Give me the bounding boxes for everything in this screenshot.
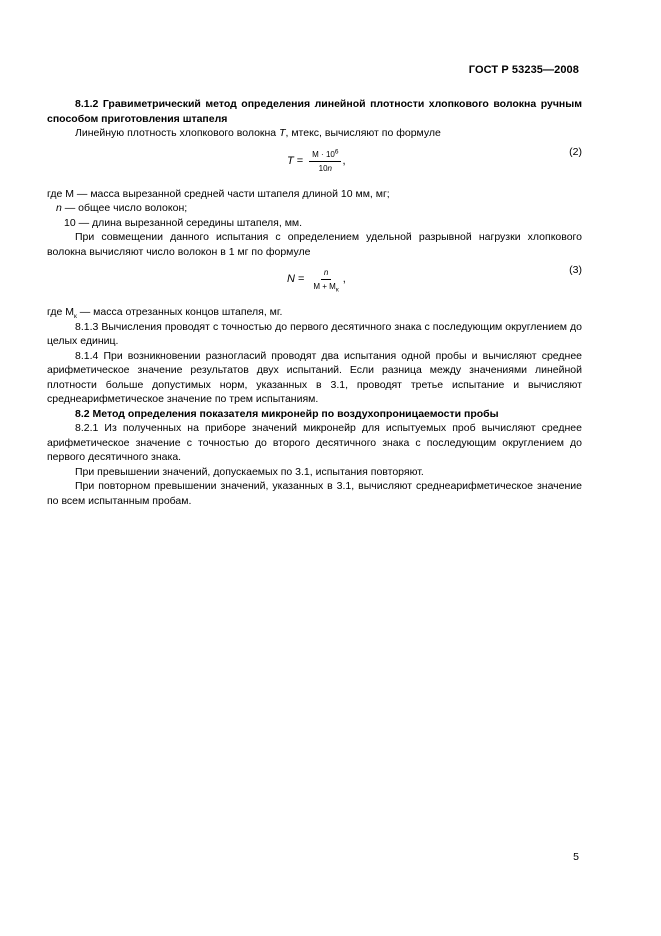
formula-2-body (287, 149, 346, 174)
document-body (47, 97, 582, 508)
legend-mk-prefix: где М (47, 306, 74, 318)
para-8-2-1: 8.2.1 Из полученных на приборе значений микронейр для испытуемых проб вычисляют среднее арифметическое значение с точностью до второго десятичного знака с последующим округлением до первого десятичного знака. (47, 422, 582, 463)
denominator-sub: к (335, 286, 339, 294)
formula-3 (47, 263, 582, 303)
numerator-main: M · 10 (312, 149, 335, 159)
formula-2-lhs: T (287, 154, 294, 167)
intro-rest: , мтекс, вычисляют по формуле (285, 127, 441, 139)
formula-2 (47, 145, 582, 185)
formula-3-denominator (310, 280, 341, 292)
para-8-1-4: 8.1.4 При возникновении разногласий проводят два испытания одной пробы и вычисляют среднее арифметическое значение результатов двух испытаний. Если разница между значениями линейной плотности больше допустимых норм, указанных в 3.1, проводят третье испытание и вычисляют среднеарифметическое значение по трем испытаниям. (47, 349, 582, 405)
legend-3-mk (47, 305, 582, 320)
section-8-1-2-heading: 8.1.2 Гравиметрический метод определения линейной плотности хлопкового волокна ручным способом приготовления штапеля (47, 98, 582, 125)
formula-2-eq: = (296, 154, 304, 167)
para-repeat: При повторном превышении значений, указанных в 3.1, вычисляют среднеарифметическое значение по всем испытанным пробам. (47, 480, 582, 507)
section-8-2-heading: 8.2 Метод определения показателя микронейр по воздухопроницаемости пробы (75, 407, 499, 420)
intro-var: T (279, 127, 286, 139)
denominator-coef: 10 (318, 163, 328, 173)
formula-2-denominator (316, 162, 335, 174)
legend-mk-text: — масса отрезанных концов штапеля, мг. (76, 306, 283, 318)
legend-n-var: n (56, 202, 62, 214)
para-8-1-3: 8.1.3 Вычисления проводят с точностью до первого десятичного знака с последующим округлением до целых единиц. (47, 320, 582, 347)
page-number: 5 (573, 851, 579, 863)
formula-3-number: (3) (569, 264, 582, 276)
denominator-var: n (327, 163, 332, 173)
formula-2-numerator (309, 149, 341, 162)
formula-3-lhs: N (287, 273, 295, 286)
formula-2-fraction (309, 149, 341, 174)
formula-3-eq: = (297, 273, 305, 286)
formula-2-number: (2) (569, 145, 582, 158)
para-combined-test: При совмещении данного испытания с определением удельной разрывной нагрузки хлопкового волокна вычисляют число волокон в 1 мг по формуле (47, 231, 582, 258)
numerator-exponent: 6 (334, 147, 339, 155)
denominator-main: M + M (313, 282, 336, 291)
intro-text: Линейную плотность хлопкового волокна (75, 127, 280, 139)
formula-3-body (287, 267, 346, 292)
formula-3-fraction (310, 267, 341, 292)
document-code: ГОСТ Р 53235—2008 (468, 64, 579, 76)
legend-2-10: 10 — длина вырезанной середины штапеля, мм. (64, 216, 303, 229)
legend-n-text: — общее число волокон; (61, 202, 188, 214)
formula-3-comma: , (342, 273, 346, 286)
formula-2-intro (47, 126, 582, 141)
legend-mk-sub: к (74, 313, 77, 321)
legend-2-n (47, 201, 582, 216)
formula-3-numerator: n (321, 267, 331, 280)
legend-2-m: где М — масса вырезанной средней части штапеля длиной 10 мм, мг; (47, 187, 390, 200)
formula-2-comma: , (342, 154, 346, 167)
para-exceed: При превышении значений, допускаемых по 3.1, испытания повторяют. (75, 465, 424, 478)
